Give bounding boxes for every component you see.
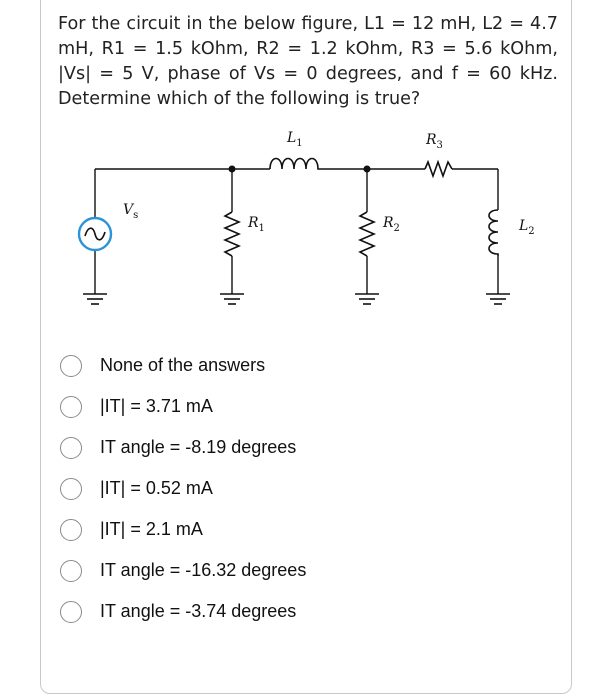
ground-r1 (220, 294, 244, 304)
inductor-l1 (270, 159, 320, 170)
radio-button[interactable] (60, 478, 82, 500)
ground-vs (83, 294, 107, 304)
circuit-diagram (0, 0, 614, 340)
answer-option-label: None of the answers (100, 355, 266, 375)
resistor-r2 (360, 212, 374, 256)
answer-option[interactable] (60, 345, 306, 386)
answer-option[interactable] (60, 468, 306, 509)
radio-button[interactable] (60, 355, 82, 377)
answer-option[interactable] (60, 427, 306, 468)
answer-option-label: |IT| = 2.1 mA (100, 519, 203, 539)
answer-option-label: IT angle = -8.19 degrees (100, 437, 297, 457)
label-l2: $L_2$ (519, 218, 535, 237)
label-vs: $V_s$ (123, 202, 139, 221)
ground-l2 (486, 294, 510, 304)
answer-option-label: IT angle = -16.32 degrees (100, 560, 307, 580)
radio-button[interactable] (60, 396, 82, 418)
answer-option[interactable] (60, 591, 306, 632)
resistor-r1 (225, 212, 239, 256)
resistor-r3 (425, 162, 452, 176)
voltage-source-vs (79, 218, 111, 250)
label-r3: $R_3$ (426, 132, 443, 151)
question-text: For the circuit in the below figure, L1 = 12 mH, L2 = 4.7 mH, R1 = 1.5 kOhm, R2 = 1.2 kOhm, R3 = 5.6 kOhm, |Vs| = 5 V, phase of Vs = 0 degrees, and f = 60 kHz. Determine which of the following is true? (58, 14, 558, 109)
answer-option[interactable] (60, 550, 306, 591)
answer-options (60, 345, 306, 632)
radio-button[interactable] (60, 560, 82, 582)
label-r1: $R_1$ (248, 215, 265, 234)
radio-button[interactable] (60, 519, 82, 541)
answer-option-label: |IT| = 3.71 mA (100, 396, 213, 416)
label-l1: $L_1$ (287, 130, 303, 149)
label-r2: $R_2$ (383, 215, 400, 234)
answer-option[interactable] (60, 386, 306, 427)
radio-button[interactable] (60, 437, 82, 459)
answer-option[interactable] (60, 509, 306, 550)
inductor-l2 (489, 210, 498, 256)
answer-option-label: IT angle = -3.74 degrees (100, 601, 297, 621)
ground-r2 (355, 294, 379, 304)
radio-button[interactable] (60, 601, 82, 623)
answer-option-label: |IT| = 0.52 mA (100, 478, 213, 498)
